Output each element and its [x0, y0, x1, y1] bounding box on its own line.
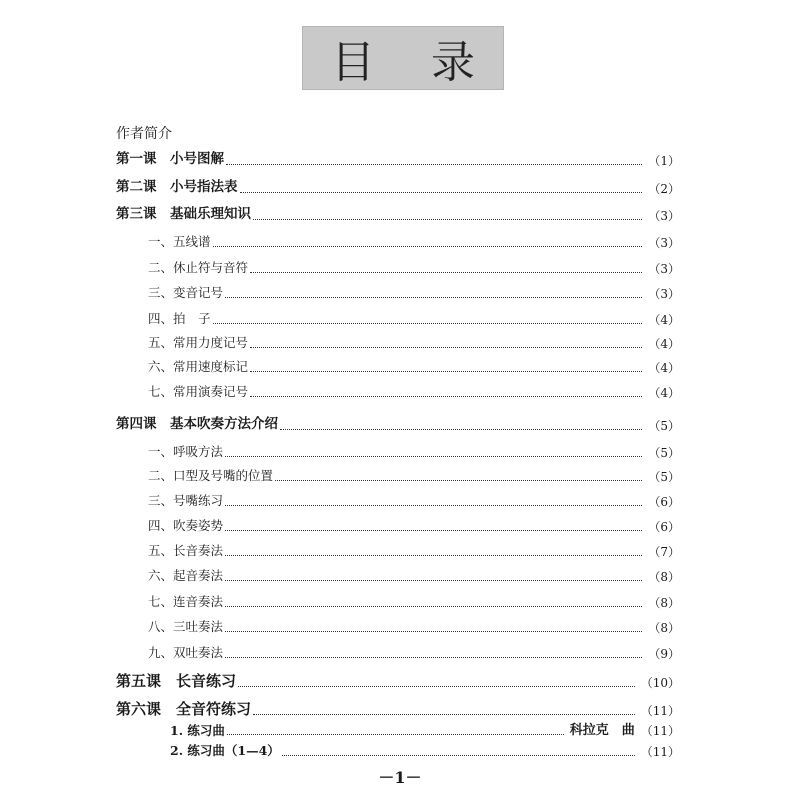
toc-entry-label: 六、常用速度标记 [148, 359, 249, 374]
toc-entry-page: （6） [648, 519, 680, 534]
toc-entry-label: 一、呼吸方法 [148, 444, 224, 459]
toc-entry-label: 二、休止符与音符 [148, 260, 249, 275]
toc-entry-section[interactable] [148, 647, 680, 660]
toc-entry-page: （4） [648, 360, 680, 375]
toc-entry-section[interactable] [148, 262, 680, 275]
leader-dots [240, 191, 643, 193]
toc-entry-page: （3） [648, 208, 680, 223]
toc-entry-label: 九、双吐奏法 [148, 645, 224, 660]
toc-entry-section[interactable] [148, 236, 680, 249]
toc-entry-page: （6） [648, 494, 680, 509]
toc-entry-section[interactable] [148, 621, 680, 634]
toc-entry-label: 六、起音奏法 [148, 568, 224, 583]
toc-entry-lesson-5[interactable] [116, 674, 680, 689]
toc-entry-lesson-2[interactable] [116, 181, 680, 195]
toc-entry-page: （7） [648, 544, 680, 559]
leader-dots [225, 296, 642, 298]
leader-dots [253, 713, 635, 715]
leader-dots [238, 685, 635, 687]
toc-entry-page: （3） [648, 235, 680, 250]
toc-entry-page: （4） [648, 312, 680, 327]
leader-dots [282, 754, 635, 756]
toc-entry-section[interactable] [148, 570, 680, 583]
toc-entry-page: （3） [648, 286, 680, 301]
toc-entry-page: （8） [648, 569, 680, 584]
toc-entry-page: （9） [648, 646, 680, 661]
leader-dots [250, 346, 642, 348]
toc-entry-exercise[interactable] [170, 745, 680, 758]
toc-entry-section[interactable] [148, 495, 680, 508]
toc-entry-section[interactable] [148, 446, 680, 459]
toc-entry-composer: 科拉克 曲 [569, 723, 635, 738]
toc-entry-page: （4） [648, 336, 680, 351]
toc-entry-label: 七、连音奏法 [148, 594, 224, 609]
leader-dots [213, 322, 643, 324]
toc-entry-label: 三、变音记号 [148, 285, 224, 300]
toc-entry-label: 第五课 长音练习 [116, 672, 237, 690]
leader-dots [226, 163, 642, 165]
toc-entry-page: （1） [648, 153, 680, 168]
toc-entry-page: （5） [648, 445, 680, 460]
toc-entry-lesson-4[interactable] [116, 418, 680, 432]
toc-entry-section[interactable] [148, 520, 680, 533]
toc-entry-page: （10） [640, 676, 680, 690]
toc-entry-label: 第二课 小号指法表 [116, 179, 238, 195]
toc-entry-label: 第三课 基础乐理知识 [116, 206, 251, 222]
toc-entry-label: 第六课 全音符练习 [116, 700, 252, 718]
toc-title-char-2: 录 [431, 37, 475, 88]
leader-dots [213, 245, 643, 247]
toc-entry-exercise[interactable] [170, 724, 680, 737]
leader-dots [250, 271, 642, 273]
leader-dots [280, 428, 642, 430]
toc-entry-lesson-3[interactable] [116, 208, 680, 222]
toc-entry-page: （8） [648, 620, 680, 635]
toc-entry-lesson-1[interactable] [116, 153, 680, 167]
leader-dots [225, 455, 642, 457]
toc-entry-section[interactable] [148, 337, 680, 350]
toc-title-banner [302, 26, 504, 90]
toc-entry-page: （11） [640, 704, 680, 718]
toc-entry-label: 第一课 小号图解 [116, 151, 224, 167]
leader-dots [225, 579, 642, 581]
toc-entry-lesson-6[interactable] [116, 702, 680, 717]
toc-entry-label: 七、常用演奏记号 [148, 384, 249, 399]
toc-entry-label: 二、口型及号嘴的位置 [148, 468, 274, 483]
leader-dots [225, 656, 642, 658]
leader-dots [253, 218, 642, 220]
toc-entry-page: （5） [648, 418, 680, 433]
toc-entry-label: 五、长音奏法 [148, 543, 224, 558]
toc-entry-section[interactable] [148, 386, 680, 399]
leader-dots [225, 504, 642, 506]
toc-entry-section[interactable] [148, 596, 680, 609]
toc-entry-label: 八、三吐奏法 [148, 619, 224, 634]
toc-entry-section[interactable] [148, 545, 680, 558]
toc-entry-label: 五、常用力度记号 [148, 335, 249, 350]
toc-entry-label: 2. 练习曲（1—4） [170, 743, 280, 758]
author-intro-heading: 作者简介 [116, 126, 172, 142]
toc-title-char-1: 目 [331, 37, 375, 88]
leader-dots [225, 630, 642, 632]
toc-entry-page: （11） [640, 724, 680, 738]
page-number: －1－ [378, 768, 422, 787]
toc-entry-page: （8） [648, 595, 680, 610]
toc-entry-section[interactable] [148, 361, 680, 374]
toc-entry-section[interactable] [148, 313, 680, 326]
leader-dots [275, 479, 642, 481]
leader-dots [250, 370, 642, 372]
toc-entry-label: 四、吹奏姿势 [148, 518, 224, 533]
leader-dots [225, 554, 642, 556]
toc-entry-page: （2） [648, 181, 680, 196]
toc-entry-label: 一、五线谱 [148, 234, 211, 249]
leader-dots [225, 529, 642, 531]
toc-entry-page: （4） [648, 385, 680, 400]
leader-dots [225, 605, 642, 607]
toc-entry-label: 四、拍 子 [148, 311, 211, 326]
toc-entry-page: （3） [648, 261, 680, 276]
toc-entry-page: （11） [640, 744, 680, 759]
toc-entry-section[interactable] [148, 287, 680, 300]
leader-dots [227, 733, 564, 735]
toc-entry-label: 三、号嘴练习 [148, 493, 224, 508]
toc-entry-section[interactable] [148, 470, 680, 483]
leader-dots [250, 395, 642, 397]
toc-entry-label: 1. 练习曲 [170, 722, 225, 738]
toc-entry-label: 第四课 基本吹奏方法介绍 [116, 416, 278, 432]
toc-entry-page: （5） [648, 469, 680, 484]
